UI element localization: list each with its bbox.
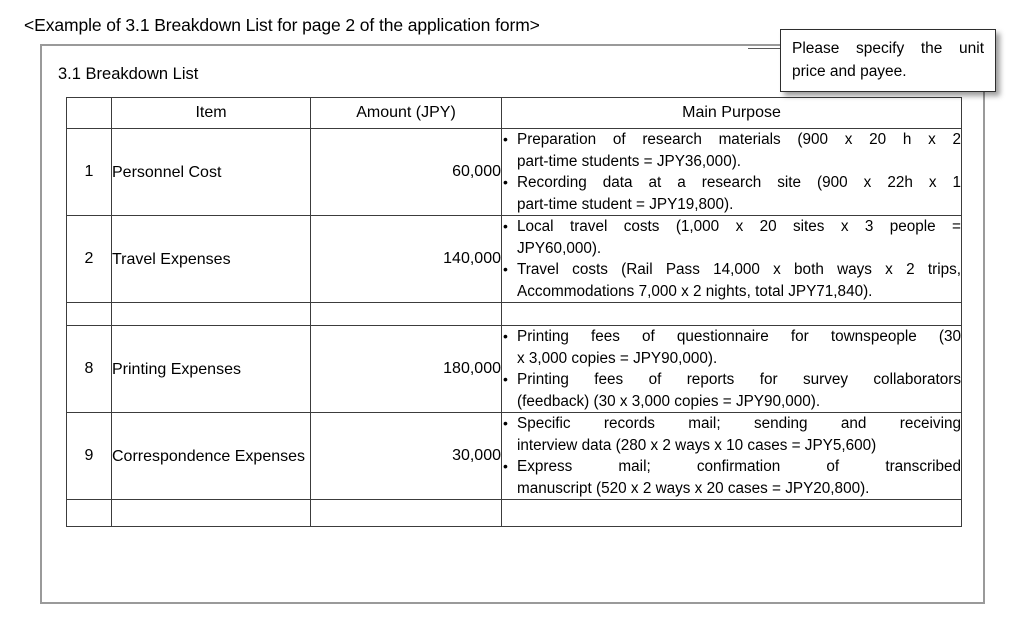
column-header-item: Item [112,98,311,129]
table-header-row [67,98,962,129]
omitted-cell-amount [311,500,502,527]
purpose-line: x 3,000 copies = JPY90,000). [517,349,718,367]
callout-leader-line [748,48,782,49]
row-main-purpose [502,413,962,500]
breakdown-list-table [66,97,962,527]
purpose-line: • Recording data at a research site (900 x 22h x 1 [517,174,961,191]
omitted-cell-purpose [502,303,962,326]
purpose-line: • Local travel costs (1,000 x 20 sites x 3 people = [517,218,961,235]
row-amount: 180,000 [311,326,502,413]
purpose-bullet [502,413,961,456]
table-row [67,413,962,500]
table-row [67,216,962,303]
table-row [67,129,962,216]
application-form-page-frame [40,44,985,604]
row-amount: 60,000 [311,129,502,216]
row-main-purpose [502,216,962,303]
row-item-name: Travel Expenses [112,216,311,303]
purpose-bullet [502,259,961,302]
purpose-line: (feedback) (30 x 3,000 copies = JPY90,000). [517,392,821,410]
purpose-bullet [502,326,961,369]
document-caption: <Example of 3.1 Breakdown List for page 2 of the application form> [24,15,540,35]
purpose-bullet [502,129,961,172]
row-amount: 140,000 [311,216,502,303]
row-main-purpose [502,129,962,216]
purpose-bullet-list [502,326,961,412]
column-header-main-purpose: Main Purpose [502,98,962,129]
row-number: 8 [67,326,112,413]
purpose-line: JPY60,000). [517,239,602,257]
omitted-rows-indicator [67,303,962,326]
row-item-name: Personnel Cost [112,129,311,216]
row-number: 9 [67,413,112,500]
purpose-bullet [502,456,961,499]
omitted-cell-no [67,303,112,326]
row-amount: 30,000 [311,413,502,500]
purpose-line: • Preparation of research materials (900 x 20 h x 2 [517,131,961,148]
section-heading: 3.1 Breakdown List [58,65,199,83]
row-number: 2 [67,216,112,303]
row-item-name: Correspondence Expenses [112,413,311,500]
table-row [67,326,962,413]
purpose-bullet [502,172,961,215]
purpose-line: Accommodations 7,000 x 2 nights, total JPY71,840). [517,282,873,300]
row-number: 1 [67,129,112,216]
omitted-cell-no [67,500,112,527]
purpose-line: interview data (280 x 2 ways x 10 cases = JPY5,600) [517,436,877,454]
purpose-line: part-time students = JPY36,000). [517,152,742,170]
purpose-line: manuscript (520 x 2 ways x 20 cases = JPY20,800). [517,479,870,497]
omitted-cell-amount [311,303,502,326]
purpose-line: • Specific records mail; sending and receiving [517,415,961,432]
purpose-bullet [502,216,961,259]
omitted-cell-item [112,500,311,527]
purpose-bullet-list [502,413,961,499]
purpose-bullet-list [502,129,961,215]
callout-line: price and payee. [792,63,907,80]
row-main-purpose [502,326,962,413]
omitted-rows-indicator-bottom [67,500,962,527]
row-item-name: Printing Expenses [112,326,311,413]
purpose-line: • Express mail; confirmation of transcribed [517,458,961,475]
callout-note [780,29,996,92]
purpose-line: • Printing fees of questionnaire for townspeople (30 [517,328,961,345]
purpose-bullet-list [502,216,961,302]
purpose-line: • Travel costs (Rail Pass 14,000 x both ways x 2 trips, [517,261,961,278]
omitted-cell-item [112,303,311,326]
column-header-amount: Amount (JPY) [311,98,502,129]
omitted-cell-purpose [502,500,962,527]
purpose-line: • Printing fees of reports for survey collaborators [517,371,961,388]
column-header-no [67,98,112,129]
callout-line: Please specify the unit [792,40,984,57]
purpose-bullet [502,369,961,412]
purpose-line: part-time student = JPY19,800). [517,195,734,213]
